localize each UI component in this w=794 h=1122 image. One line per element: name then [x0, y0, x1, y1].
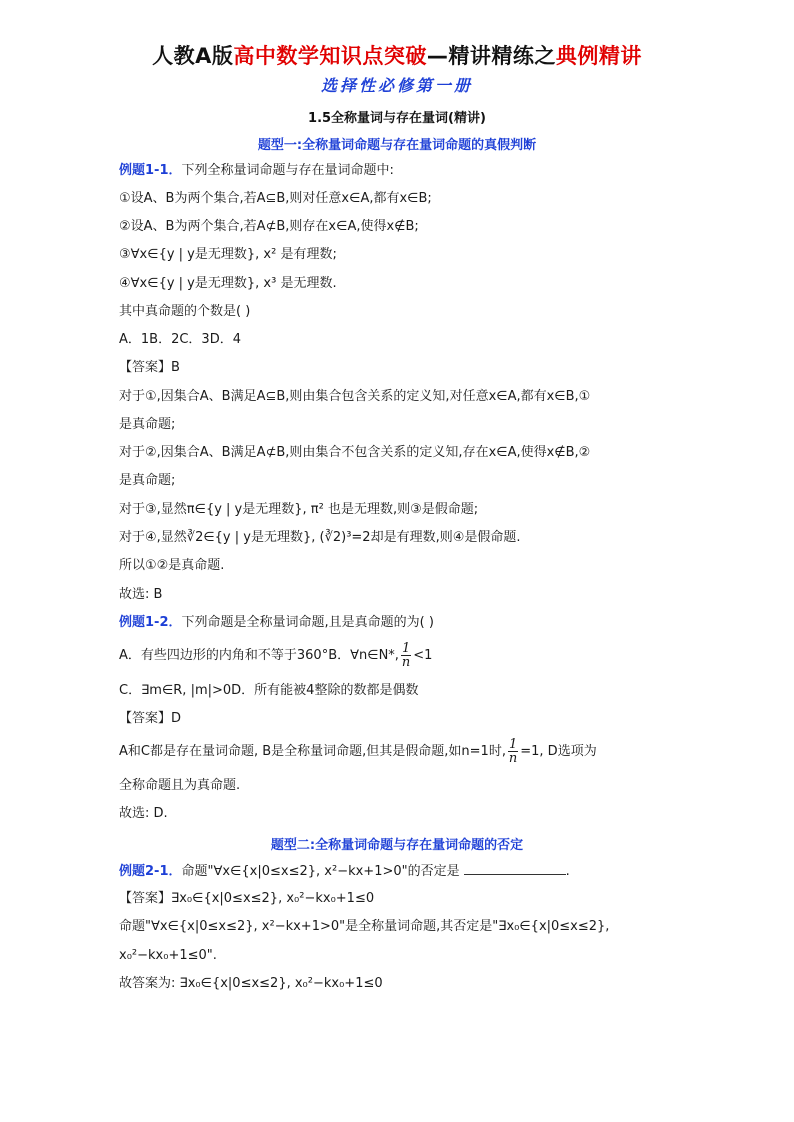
fraction-1-over-n	[401, 642, 411, 669]
ex1-1-explain-1b: 是真命题;	[119, 417, 176, 432]
document-header-title	[0, 40, 794, 70]
ex1-1-statement-3: ③∀x∈{y | y是无理数}, x² 是有理数;	[119, 247, 337, 262]
ex1-2-final: 故选: D.	[119, 806, 168, 821]
ex1-1-explain-4: 对于④,显然∛2∈{y | y是无理数}, (∛2)³=2却是有理数,则④是假命题.	[119, 530, 521, 545]
ex1-2-label: 例题1-2．	[119, 615, 182, 630]
ex2-1-stem: 命题"∀x∈{x|0≤x≤2}, x²−kx+1>0"的否定是	[181, 864, 460, 879]
header-title-part3: —精讲精练之	[426, 44, 556, 68]
header-title-part2: 高中数学知识点突破	[233, 44, 427, 68]
type1-title: 题型一:全称量词命题与存在量词命题的真假判断	[257, 138, 537, 153]
ex1-2-option-b-tail: <1	[413, 648, 433, 663]
header-title-part1: 人教A版	[152, 44, 234, 68]
ex1-2-explain-1-text: A和C都是存在量词命题, B是全称量词命题,但其是假命题,如n=1时,	[119, 744, 506, 759]
fraction-1-over-n-explain	[508, 738, 518, 765]
ex1-2-option-ab-text: A．有些四边形的内角和不等于360°B．∀n∈N*,	[119, 648, 399, 663]
ex1-1-question: 其中真命题的个数是( )	[119, 304, 251, 319]
section-title: 1.5全称量词与存在量词(精讲)	[308, 111, 486, 126]
ex1-1-explain-2b: 是真命题;	[119, 473, 176, 488]
fraction-denominator: n	[401, 655, 411, 670]
fraction-numerator: 1	[508, 737, 518, 752]
ex1-1-answer: 【答案】B	[119, 360, 180, 375]
type2-title: 题型二:全称量词命题与存在量词命题的否定	[270, 838, 524, 853]
ex1-2-answer: 【答案】D	[119, 711, 182, 726]
ex2-1-answer: 【答案】∃x₀∈{x|0≤x≤2}, x₀²−kx₀+1≤0	[119, 891, 375, 906]
ex2-1-stem-end: .	[565, 864, 570, 879]
ex1-1-statement-2: ②设A、B为两个集合,若A⊄B,则存在x∈A,使得x∉B;	[119, 219, 419, 234]
ex1-2-explain-2: 全称命题且为真命题.	[119, 778, 241, 793]
ex1-1-statement-1: ①设A、B为两个集合,若A⊆B,则对任意x∈A,都有x∈B;	[119, 191, 432, 206]
ex2-1-explain-2: x₀²−kx₀+1≤0".	[119, 948, 217, 963]
ex1-2-explain-1	[119, 738, 597, 766]
ex1-1-explain-1a: 对于①,因集合A、B满足A⊆B,则由集合包含关系的定义知,对任意x∈A,都有x∈B,①	[119, 389, 591, 404]
ex1-1-options: A．1B．2C．3D．4	[119, 332, 241, 347]
ex1-1-label: 例题1-1．	[119, 163, 182, 178]
ex1-2-stem: 下列命题是全称量词命题,且是真命题的为( )	[181, 615, 434, 630]
ex1-1-stem: 下列全称量词命题与存在量词命题中:	[181, 163, 394, 178]
ex1-1-explain-3: 对于③,显然π∈{y | y是无理数}, π² 也是无理数,则③是假命题;	[119, 502, 479, 517]
answer-blank	[464, 862, 566, 875]
ex2-1-stem-line	[119, 862, 570, 880]
ex1-2-options-ab	[119, 642, 432, 670]
document-header-subtitle: 选择性必修第一册	[320, 76, 473, 95]
ex1-1-explain-5: 所以①②是真命题.	[119, 558, 225, 573]
ex1-1-stem-line	[119, 162, 394, 179]
ex1-1-explain-2a: 对于②,因集合A、B满足A⊄B,则由集合不包含关系的定义知,存在x∈A,使得x∉B,②	[119, 445, 591, 460]
ex1-1-final: 故选: B	[119, 587, 163, 602]
fraction-denominator: n	[508, 751, 518, 766]
ex1-2-explain-1-tail: =1, D选项为	[520, 744, 597, 759]
ex2-1-final: 故答案为: ∃x₀∈{x|0≤x≤2}, x₀²−kx₀+1≤0	[119, 976, 383, 991]
ex1-2-options-cd: C．∃m∈R, |m|>0D．所有能被4整除的数都是偶数	[119, 683, 419, 698]
ex2-1-label: 例题2-1．	[119, 864, 182, 879]
fraction-numerator: 1	[401, 641, 411, 656]
ex1-2-stem-line	[119, 614, 434, 631]
header-title-part4: 典例精讲	[555, 44, 642, 68]
ex2-1-explain-1: 命题"∀x∈{x|0≤x≤2}, x²−kx+1>0"是全称量词命题,其否定是"∃x₀∈{x|0≤x≤2},	[119, 919, 610, 934]
ex1-1-statement-4: ④∀x∈{y | y是无理数}, x³ 是无理数.	[119, 276, 337, 291]
